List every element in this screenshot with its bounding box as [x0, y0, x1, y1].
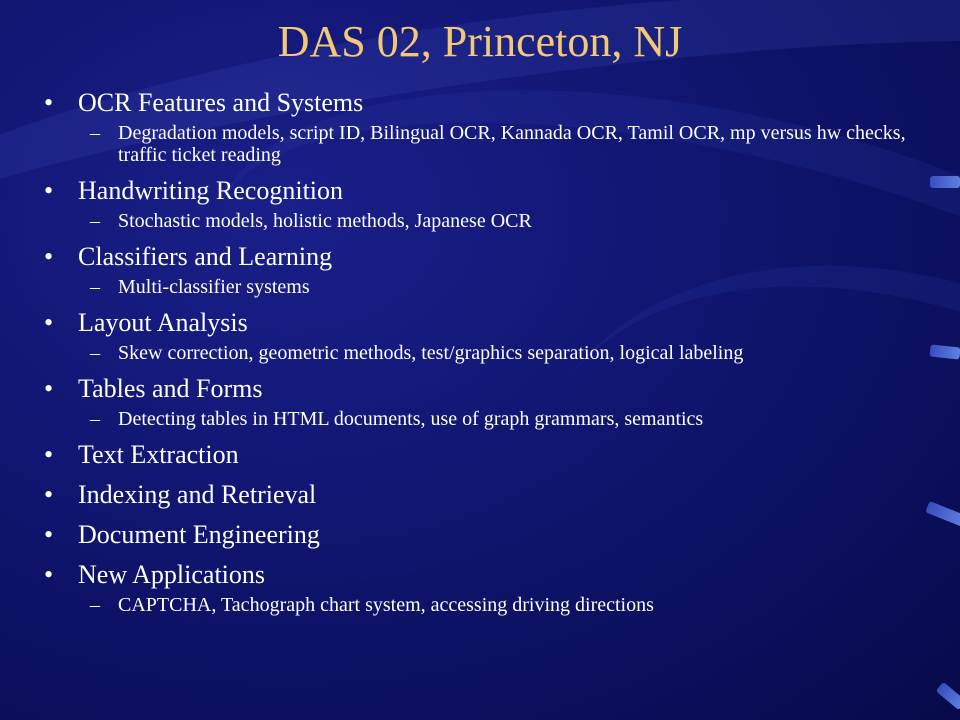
sub-bullet-item	[44, 122, 958, 166]
bullet-label: Layout Analysis	[78, 308, 248, 337]
bullet-label: Text Extraction	[78, 440, 239, 469]
bullet-label: OCR Features and Systems	[78, 88, 364, 117]
bullet-item	[44, 480, 944, 510]
sub-bullet-marker: –	[90, 342, 100, 364]
sub-bullet-text: CAPTCHA, Tachograph chart system, accessing driving directions	[118, 594, 654, 616]
decorative-dash	[936, 682, 960, 710]
bullet-label: Handwriting Recognition	[78, 176, 344, 205]
bullet-item	[44, 88, 944, 118]
sub-bullet-text: Skew correction, geometric methods, test/graphics separation, logical labeling	[118, 342, 744, 364]
sub-bullet-marker: –	[90, 210, 100, 232]
sub-bullet-item	[44, 594, 958, 616]
sub-bullet-item	[44, 276, 958, 298]
sub-bullet-item	[44, 408, 958, 430]
sub-bullet-item	[44, 342, 958, 364]
bullet-marker: •	[44, 88, 54, 117]
bullet-item	[44, 520, 944, 550]
bullet-item	[44, 374, 944, 404]
bullet-marker: •	[44, 560, 54, 589]
bullet-item	[44, 176, 944, 206]
sub-bullet-text: Detecting tables in HTML documents, use of graph grammars, semantics	[118, 408, 704, 430]
bullet-marker: •	[44, 308, 54, 337]
bullet-label: Classifiers and Learning	[78, 242, 333, 271]
sub-bullet-text: Degradation models, script ID, Bilingual OCR, Kannada OCR, Tamil OCR, mp versus hw checks, traffic ticket reading	[118, 122, 906, 166]
bullet-item	[44, 440, 944, 470]
bullet-label: Tables and Forms	[78, 374, 263, 403]
sub-bullet-marker: –	[90, 594, 100, 616]
bullet-marker: •	[44, 440, 54, 469]
bullet-label: Indexing and Retrieval	[78, 480, 317, 509]
bullet-item	[44, 242, 944, 272]
bullet-list	[44, 82, 944, 618]
sub-bullet-item	[44, 210, 958, 232]
bullet-marker: •	[44, 480, 54, 509]
bullet-item	[44, 560, 944, 590]
sub-bullet-marker: –	[90, 408, 100, 430]
bullet-marker: •	[44, 520, 54, 549]
bullet-label: New Applications	[78, 560, 266, 589]
bullet-marker: •	[44, 242, 54, 271]
sub-bullet-marker: –	[90, 276, 100, 298]
bullet-label: Document Engineering	[78, 520, 320, 549]
bullet-marker: •	[44, 374, 54, 403]
sub-bullet-text: Stochastic models, holistic methods, Japanese OCR	[118, 210, 532, 232]
sub-bullet-text: Multi-classifier systems	[118, 276, 310, 298]
slide-title: DAS 02, Princeton, NJ	[277, 17, 683, 66]
bullet-item	[44, 308, 944, 338]
sub-bullet-marker: –	[90, 122, 100, 144]
bullet-marker: •	[44, 176, 54, 205]
